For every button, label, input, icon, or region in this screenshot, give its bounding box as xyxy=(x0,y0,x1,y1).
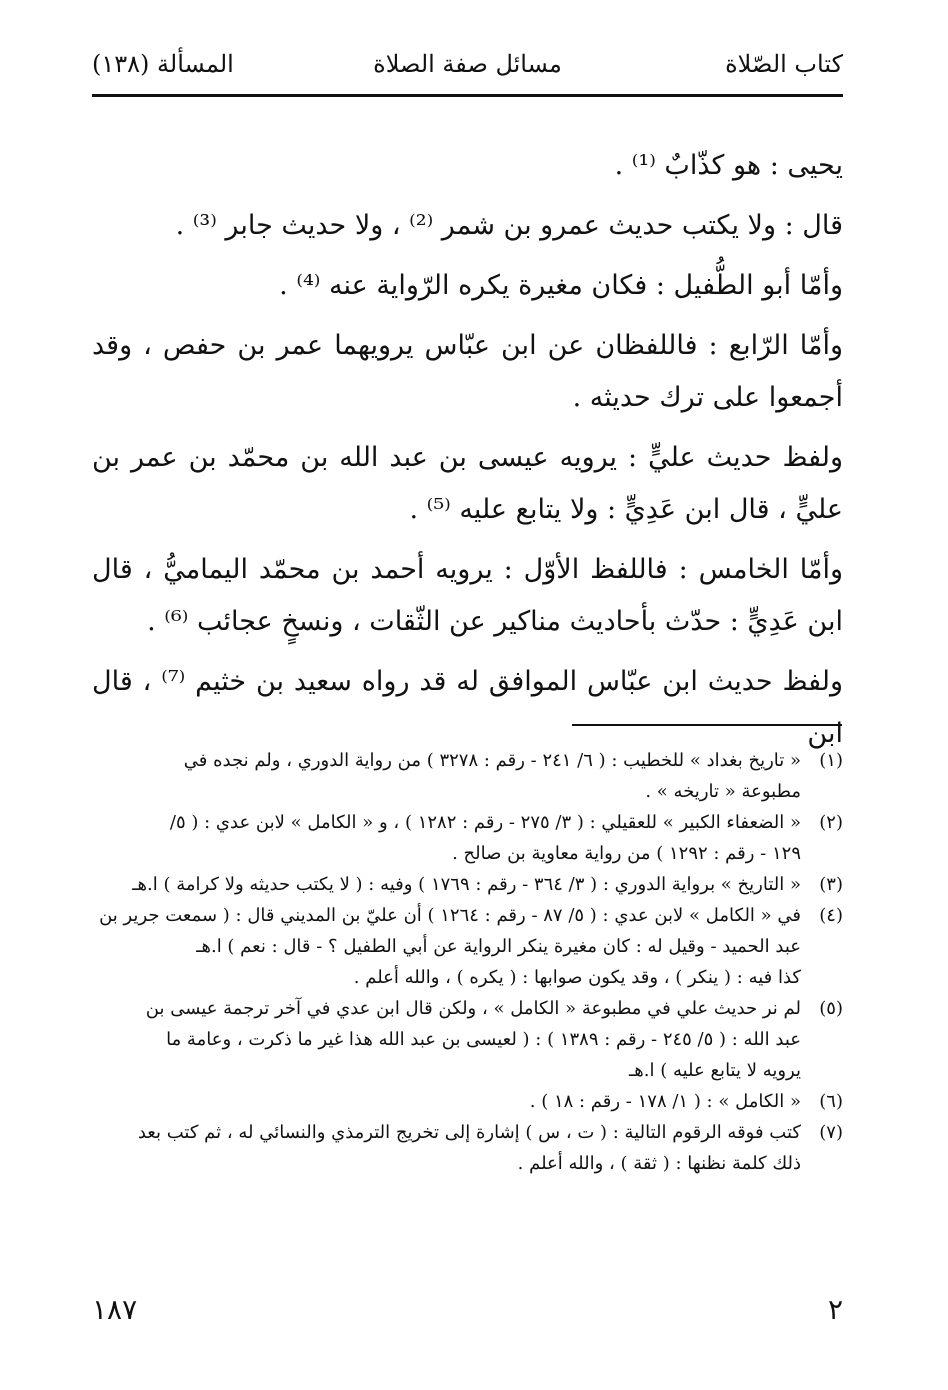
footnote-divider xyxy=(572,724,842,726)
footnote-number: (٥) xyxy=(819,998,843,1019)
footnote-line: كتب فوقه الرقوم التالية : ( ت ، س ) إشارة إلى تخريج الترمذي والنسائي له ، ثم كتب بعد xyxy=(137,1122,801,1143)
footnote-text xyxy=(92,869,801,900)
footnote-line: يرويه لا يتابع عليه ) ا.هـ xyxy=(629,1060,801,1081)
book-title: كتاب الصّلاة xyxy=(725,50,843,78)
footnote-line: لم نر حديث علي في مطبوعة « الكامل » ، ولكن قال ابن عدي في آخر ترجمة عيسى بن xyxy=(145,998,801,1019)
paragraph: وأمّا الرّابع : فاللفظان عن ابن عبّاس يرويهما عمر بن حفص ، وقد أجمعوا على ترك حديثه . xyxy=(92,330,843,413)
footnote xyxy=(92,1117,843,1179)
footnote-line: ١٢٩ - رقم : ١٢٩٢ ) من رواية معاوية بن صالح . xyxy=(452,843,801,864)
footnote-line: ذلك كلمة نظنها : ( ثقة ) ، والله أعلم . xyxy=(517,1153,801,1174)
footnote xyxy=(92,993,843,1086)
footnote xyxy=(92,1086,843,1117)
paragraph: قال : ولا يكتب حديث عمرو بن شمر ⁽²⁾ ، ولا حديث جابر ⁽³⁾ . xyxy=(175,210,843,241)
footnote xyxy=(92,869,843,900)
footnote-line: عبد الحميد - وقيل له : كان مغيرة ينكر الرواية عن أبي الطفيل ؟ - قال : نعم ) ا.هـ xyxy=(196,936,801,957)
footnote xyxy=(92,745,843,807)
paragraph: ولفظ حديث عليٍّ : يرويه عيسى بن عبد الله بن محمّد بن عمر بن عليٍّ ، قال ابن عَدِيٍّ : ولا يتابع عليه ⁽⁵⁾ . xyxy=(92,442,843,525)
footnote-text xyxy=(92,1117,801,1179)
footnotes xyxy=(92,745,843,1179)
footnote xyxy=(92,900,843,993)
paragraph: وأمّا أبو الطُّفيل : فكان مغيرة يكره الرّواية عنه ⁽⁴⁾ . xyxy=(279,270,843,301)
footnote-line: « الضعفاء الكبير » للعقيلي : ( ٣/ ٢٧٥ - رقم : ١٢٨٢ ) ، و « الكامل » لابن عدي : ( ٥/ xyxy=(169,812,801,833)
footnote-line: « الكامل » : ( ١/ ١٧٨ - رقم : ١٨ ) . xyxy=(529,1091,801,1112)
chapter-title: مسائل صفة الصلاة xyxy=(373,50,562,78)
footnote-line: عبد الله : ( ٥/ ٢٤٥ - رقم : ١٣٨٩ ) : ( لعيسى بن عبد الله هذا غير ما ذكرت ، وعامة ما xyxy=(166,1029,801,1050)
paragraph: يحيى : هو كذّابٌ ⁽¹⁾ . xyxy=(614,150,843,181)
footnote xyxy=(92,807,843,869)
footnote-number: (٦) xyxy=(819,1091,843,1112)
footnote-text xyxy=(92,900,801,993)
footnote-text xyxy=(92,1086,801,1117)
header-divider xyxy=(92,94,843,97)
footnote-line: « تاريخ بغداد » للخطيب : ( ٦/ ٢٤١ - رقم : ٣٢٧٨ ) من رواية الدوري ، ولم نجده في xyxy=(183,750,801,771)
footnote-text xyxy=(92,993,801,1086)
issue-number: المسألة (١٣٨) xyxy=(92,50,234,78)
footnote-number: (٤) xyxy=(819,905,843,926)
running-head xyxy=(92,50,843,90)
footnote-text xyxy=(92,807,801,869)
footnote-line: مطبوعة « تاريخه » . xyxy=(645,781,801,802)
volume-number: ٢ xyxy=(827,1293,843,1326)
paragraph: وأمّا الخامس : فاللفظ الأوّل : يرويه أحمد بن محمّد اليماميُّ ، قال ابن عَدِيٍّ : حدّث بأحاديث مناكير عن الثّقات ، ونسخٍ عجائب ⁽⁶⁾ . xyxy=(92,554,843,637)
main-text xyxy=(92,140,843,768)
footnote-line: « التاريخ » برواية الدوري : ( ٣/ ٣٦٤ - رقم : ١٧٦٩ ) وفيه : ( لا يكتب حديثه ولا كرامة ) ا.هـ xyxy=(132,874,801,895)
footnote-number: (٢) xyxy=(819,812,843,833)
footnote-number: (١) xyxy=(819,750,843,771)
page-number: ١٨٧ xyxy=(92,1293,138,1326)
footnote-line: في « الكامل » لابن عدي : ( ٥/ ٨٧ - رقم : ١٢٦٤ ) أن عليّ بن المديني قال : ( سمعت جرير بن xyxy=(99,905,801,926)
paragraph: ولفظ حديث ابن عبّاس الموافق له قد رواه سعيد بن خثيم ⁽⁷⁾ ، قال ابن xyxy=(92,666,844,749)
footnote-line: كذا فيه : ( ينكر ) ، وقد يكون صوابها : ( يكره ) ، والله أعلم . xyxy=(353,967,801,988)
footnote-text xyxy=(92,745,801,807)
footnote-number: (٧) xyxy=(819,1122,843,1143)
footnote-number: (٣) xyxy=(819,874,843,895)
